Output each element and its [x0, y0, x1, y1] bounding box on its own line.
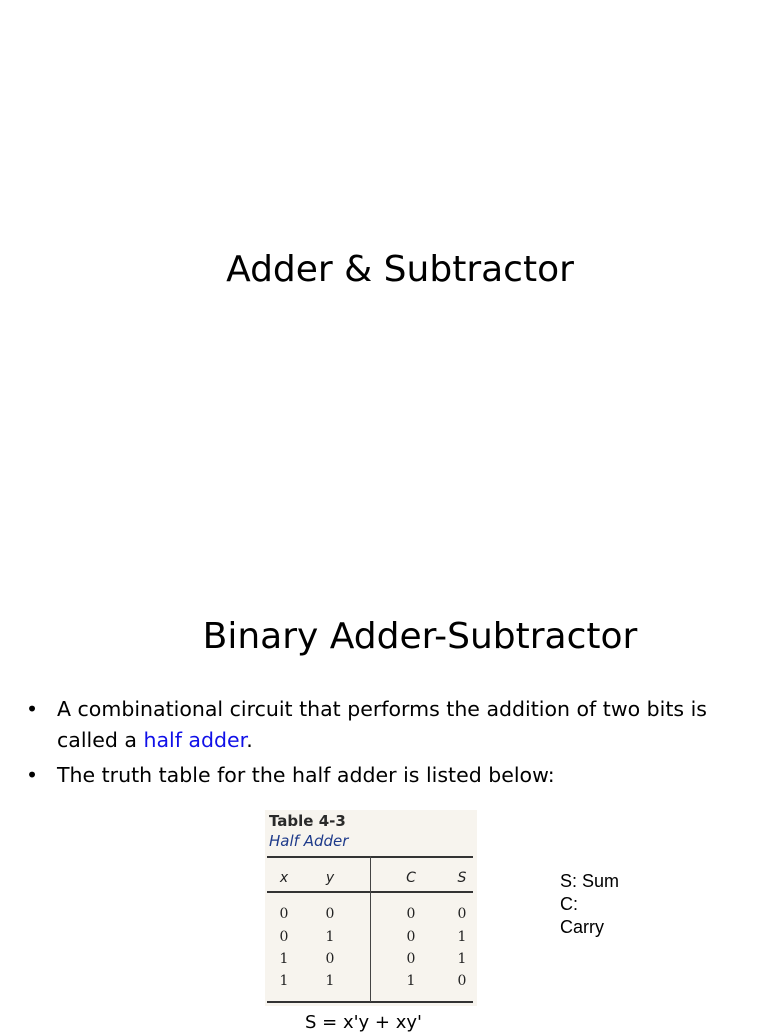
table-cell: 0 — [406, 929, 416, 945]
table-cell: 1 — [457, 929, 467, 945]
table-cell: 0 — [279, 906, 289, 922]
table-cell: 0 — [457, 906, 467, 922]
half-adder-link[interactable]: half adder — [143, 728, 247, 752]
bullet-dot-icon: • — [26, 697, 39, 721]
table-subtitle: Half Adder — [269, 832, 349, 850]
table-cell: 0 — [406, 906, 416, 922]
table-cell: 0 — [457, 973, 467, 989]
table-cell: 1 — [406, 973, 416, 989]
table-cell: 0 — [279, 929, 289, 945]
table-caption: Table 4-3 — [269, 812, 346, 830]
table-cell: 0 — [406, 951, 416, 967]
bullet-text-end: . — [246, 728, 253, 752]
table-cell: 0 — [325, 951, 335, 967]
table-cell: 0 — [325, 906, 335, 922]
bullet-text: The truth table for the half adder is listed below: — [57, 763, 555, 787]
slide-title-adder-subtractor: Adder & Subtractor — [226, 249, 574, 290]
table-column-divider — [370, 856, 371, 1002]
table-cell: 1 — [279, 973, 289, 989]
slide-title-binary-adder-subtractor: Binary Adder-Subtractor — [202, 616, 638, 657]
half-adder-truth-table-figure — [265, 810, 477, 1006]
legend-carry: Carry — [560, 917, 604, 937]
table-cell: 1 — [457, 951, 467, 967]
table-header-x: x — [279, 870, 289, 886]
bullet-dot-icon: • — [26, 763, 39, 787]
legend-sum: S: Sum — [560, 871, 620, 891]
table-cell: 1 — [325, 973, 335, 989]
legend-carry-label: C: — [560, 894, 578, 914]
bullet-list — [26, 694, 756, 795]
table-header-c: C — [406, 870, 416, 886]
bullet-text: A combinational circuit that performs the addition of two bits is called a — [57, 697, 707, 752]
table-header-y: y — [325, 870, 335, 886]
sum-carry-legend — [560, 870, 619, 939]
table-header-s: S — [457, 870, 467, 886]
bullet-item-half-adder-definition — [26, 694, 756, 756]
table-cell: 1 — [279, 951, 289, 967]
table-cell: 1 — [325, 929, 335, 945]
bullet-item-truth-table-intro — [26, 760, 756, 791]
sum-formula: S = x'y + xy' — [305, 1012, 422, 1033]
